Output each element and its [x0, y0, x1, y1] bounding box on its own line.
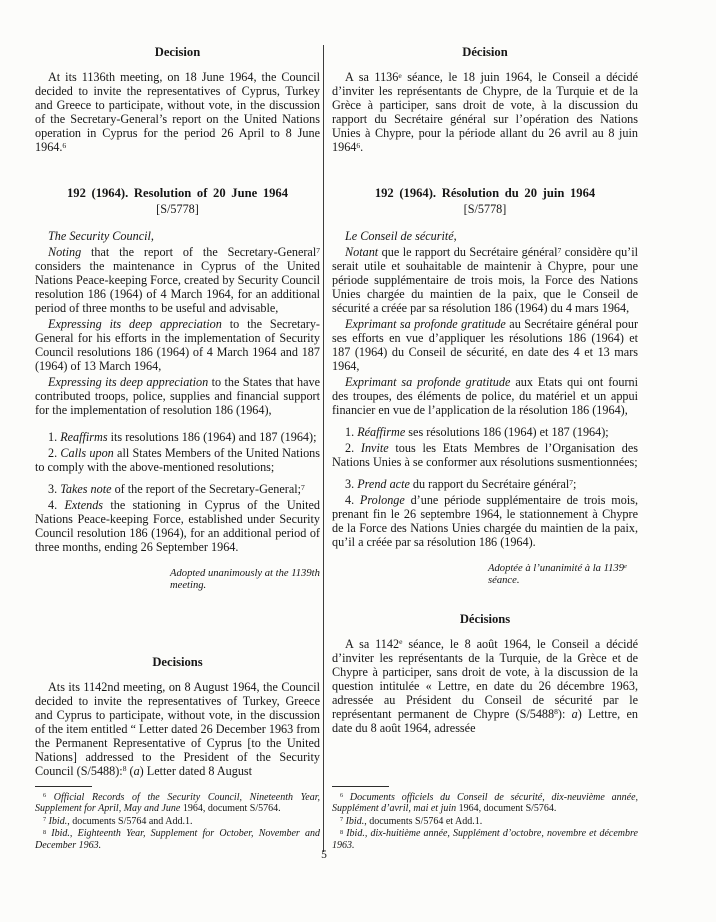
english-column [35, 45, 320, 852]
resolution-symbol-fr: [S/5778] [463, 202, 507, 216]
footnote-7-fr: $^7$ Ibid., documents S/5764 et Add.1. [340, 815, 483, 827]
adoption-note-fr: Adoptée à l’unanimité à la 1139e séance. [488, 563, 627, 587]
french-column [332, 45, 638, 852]
operative-item-1-fr: 1. Réaffirme ses résolutions 186 (1964) et 187 (1964); [345, 425, 609, 439]
page-number: 5 [321, 849, 327, 861]
footnote-6-en: $^6$ Official Records of the Security Council, Nineteenth Year, Supplement for April, May and June 1964, document S/5764. [35, 791, 320, 815]
decisions-paragraph-fr: A sa 1142e séance, le 8 août 1964, le Conseil a décidé d’inviter les représentants de la Turquie, de la Grèce et de Chypre à participer, sans droit de vote, à la discussion de la question intitulée « Lettre, en date du 26 décembre 1963, adressée au Président du Conseil de sécurité par le représentant permanent de Chypre (S/5488$^8$): a) Lettre, en date du 8 août 1964, adressée [332, 636, 638, 735]
decision-paragraph-en: At its 1136th meeting, on 18 June 1964, the Council decided to invite the representatives of Cyprus, Turkey and Greece to participate, without vote, in the discussion of the Secretary-General’s report on the United Nations operation in Cyprus for the period 26 April to 8 June 1964.$^6$ [35, 70, 320, 154]
footnotes-en [35, 780, 320, 853]
operative-item-2-fr: 2. Invite tous les Etats Membres de l’Organisation des Nations Unies à se conformer aux résolutions susmentionnées; [332, 441, 639, 469]
operative-item-4-fr: 4. Prolonge d’une période supplémentaire de trois mois, prenant fin le 26 septembre 1964, le stationnement à Chypre de la Force des Nations Unies chargée du maintien de la paix, qu’il a créée par sa résolution 186 (1964). [332, 493, 639, 549]
footnote-8-en: $^8$ Ibid., Eighteenth Year, Supplement for October, November and December 1963. [35, 828, 321, 851]
footnotes-fr [332, 780, 638, 853]
paragraph-opening-en: The Security Council, [48, 229, 154, 243]
operative-item-3-fr: 3. Prend acte du rapport du Secrétaire général$^7$; [345, 477, 577, 491]
footnote-separator-rule [332, 786, 389, 787]
resolution-symbol-en: [S/5778] [156, 202, 199, 216]
decision-heading-fr: Décision [462, 45, 508, 59]
footnote-7-en: $^7$ Ibid., documents S/5764 and Add.1. [43, 815, 193, 827]
operative-item-2-en: 2. Calls upon all States Members of the United Nations to comply with the above-mentioned resolutions; [35, 446, 321, 474]
adoption-note-en: Adopted unanimously at the 1139th meeting. [170, 568, 320, 592]
paragraph-expressing-1-en: Expressing its deep appreciation to the Secretary-General for his efforts in the implementation of Security Council resolutions 186 (1964) of 4 March 1964 and 187 (1964) of 13 March 1964, [35, 317, 320, 373]
decisions-heading-en: Decisions [152, 654, 203, 669]
paragraph-exprimant-2-fr: Exprimant sa profonde gratitude aux Etats qui ont fourni des troupes, des éléments de police, du matériel et un appui financier en vue de l’application de la résolution 186 (1964), [332, 375, 638, 417]
paragraph-noting-en: Noting that the report of the Secretary-General$^7$ considers the maintenance in Cyprus of the United Nations Peace-keeping Force, created by Security Council resolution 186 (1964) of 4 March 1964, for an additional period of three months to be useful and advisable, [35, 245, 320, 315]
decisions-paragraph-en: Ats its 1142nd meeting, on 8 August 1964, the Council decided to invite the representatives of Turkey, Greece and Cyprus to participate, without vote, in the discussion of the item entitled “ Letter dated 26 December 1963 from the Permanent Representative of Cyprus [to the United Nations] addressed to the President of the Security Council (S/5488):$^8$ (a) Letter dated 8 August [35, 679, 320, 778]
operative-item-3-en: 3. Takes note of the report of the Secretary-General;$^7$ [48, 482, 305, 496]
operative-item-1-en: 1. Reaffirms its resolutions 186 (1964) and 187 (1964); [48, 430, 317, 444]
footnote-separator-rule [35, 786, 92, 787]
operative-item-4-en: 4. Extends the stationing in Cyprus of the United Nations Peace-keeping Force, established under Security Council resolution 186 (1964), for an additional period of three months, ending 26 September 1964. [35, 498, 321, 554]
footnote-6-fr: $^6$ Documents officiels du Conseil de sécurité, dix-neuvième année, Supplément d’avril, mai et juin 1964, document S/5764. [332, 791, 639, 815]
resolution-title-en: 192 (1964). Resolution of 20 June 1964 [66, 186, 289, 200]
paragraph-opening-fr: Le Conseil de sécurité, [345, 229, 457, 243]
paragraph-exprimant-1-fr: Exprimant sa profonde gratitude au Secrétaire général pour ses efforts en vue d’appliquer les résolutions 186 (1964) et 187 (1964) du Conseil de sécurité, en date des 4 et 13 mars 1964, [332, 317, 639, 373]
column-divider-rule [323, 45, 324, 852]
paragraph-notant-fr: Notant que le rapport du Secrétaire général$^7$ considère qu’il serait utile et souhaitable de maintenir à Chypre, pour une période supplémentaire de trois mois, la Force des Nations Unies chargée du maintien de la paix, que le Conseil de sécurité a créée par sa résolution 186 (1964) du 4 mars 1964, [332, 245, 639, 315]
decision-heading-en: Decision [154, 45, 201, 59]
decision-paragraph-fr: A sa 1136e séance, le 18 juin 1964, le Conseil a décidé d’inviter les représentants de Chypre, de la Turquie et de la Grèce à participer, sans droit de vote, à la discussion du rapport du Secrétaire général sur l’opération des Nations Unies à Chypre, pour la période allant du 26 avril au 8 juin 1964$^6$. [332, 70, 639, 154]
paragraph-expressing-2-en: Expressing its deep appreciation to the States that have contributed troops, police, supplies and financial support for the implementation of resolution 186 (1964), [35, 375, 320, 417]
footnote-8-fr: $^8$ Ibid., dix-huitième année, Supplément d’octobre, novembre et décembre 1963. [332, 828, 638, 851]
decisions-heading-fr: Décisions [459, 611, 511, 626]
resolution-title-fr: 192 (1964). Résolution du 20 juin 1964 [374, 186, 596, 200]
